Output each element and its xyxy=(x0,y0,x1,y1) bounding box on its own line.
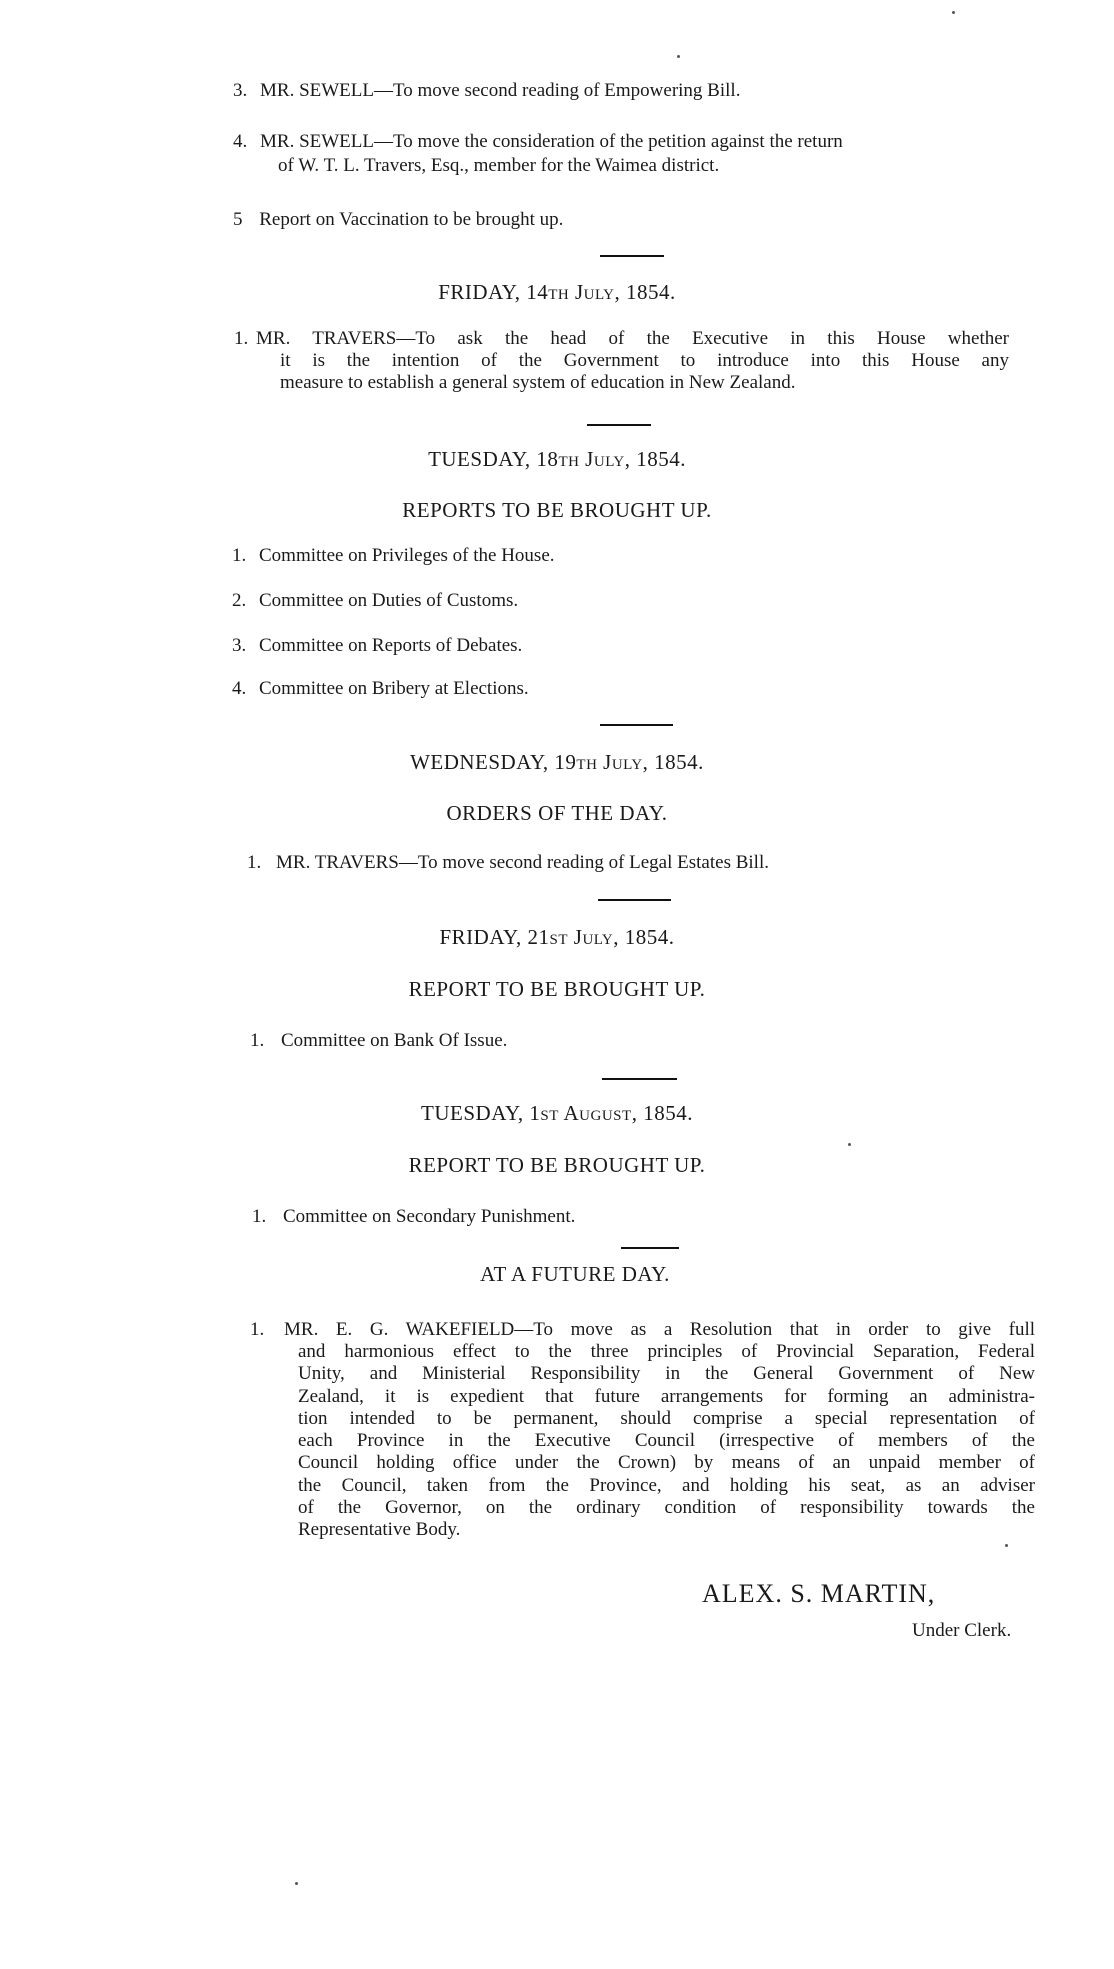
item-number: 1. xyxy=(232,545,247,566)
item-number: 1. xyxy=(247,852,262,873)
heading-wednesday-19: WEDNESDAY, 19th July, 1854. xyxy=(410,750,704,774)
heading-friday-14: FRIDAY, 14th July, 1854. xyxy=(438,280,676,304)
heading-future-day: AT A FUTURE DAY. xyxy=(480,1262,670,1286)
item-text: MR. TRAVERS—To move second reading of Legal Estates Bill. xyxy=(276,852,769,873)
tuesday-18-item-3 xyxy=(232,635,522,657)
item-text-continued: it is the intention of the Government to introduce into this House any measure to establish a general system of education in New Zealand. xyxy=(280,350,1009,394)
wednesday-19-item-1 xyxy=(247,852,769,874)
item-number: 1. xyxy=(250,1319,265,1340)
print-speck xyxy=(677,55,680,58)
item-3 xyxy=(233,80,740,102)
subheading-reports: REPORTS TO BE BROUGHT UP. xyxy=(402,498,712,522)
print-speck xyxy=(1005,1544,1008,1547)
tuesday-1-item-1 xyxy=(252,1206,575,1228)
item-number: 4. xyxy=(232,678,247,699)
print-speck xyxy=(952,11,955,14)
item-5 xyxy=(233,209,563,231)
item-number: 1. xyxy=(250,1030,265,1051)
item-number: 1. xyxy=(234,328,249,349)
signature-title: Under Clerk. xyxy=(912,1620,1012,1641)
item-text: Committee on Bribery at Elections. xyxy=(259,678,529,699)
item-text-line: MR. SEWELL—To move the consideration of the petition against the return xyxy=(260,131,843,152)
tuesday-18-item-4 xyxy=(232,678,529,700)
item-number: 1. xyxy=(252,1206,267,1227)
item-4-continuation xyxy=(278,155,719,177)
item-number: 2. xyxy=(232,590,247,611)
item-text-line: of W. T. L. Travers, Esq., member for the Waimea district. xyxy=(278,155,720,176)
subheading-report: REPORT TO BE BROUGHT UP. xyxy=(408,1153,706,1177)
tuesday-18-item-2 xyxy=(232,590,518,612)
item-text: Committee on Privileges of the House. xyxy=(259,545,555,566)
item-number: 5 xyxy=(233,209,243,230)
item-number: 4. xyxy=(233,131,248,152)
heading-tuesday-1: TUESDAY, 1st August, 1854. xyxy=(421,1101,693,1125)
signature-name: ALEX. S. MARTIN, xyxy=(702,1579,936,1608)
resolution-text: MR. E. G. WAKEFIELD—To move as a Resolution that in order to give full xyxy=(284,1319,1035,1340)
friday-21-item-1 xyxy=(250,1030,507,1052)
item-text: Committee on Duties of Customs. xyxy=(259,590,519,611)
section-divider xyxy=(621,1247,679,1249)
tuesday-18-item-1 xyxy=(232,545,555,567)
item-4 xyxy=(233,131,843,153)
heading-friday-21: FRIDAY, 21st July, 1854. xyxy=(439,925,675,949)
section-divider xyxy=(587,424,651,426)
section-divider xyxy=(598,899,671,901)
item-text: MR. TRAVERS—To ask the head of the Executive in this House whether xyxy=(256,328,1009,349)
subheading-report: REPORT TO BE BROUGHT UP. xyxy=(408,977,706,1001)
item-text: Report on Vaccination to be brought up. xyxy=(259,209,564,230)
heading-tuesday-18: TUESDAY, 18th July, 1854. xyxy=(428,447,686,471)
section-divider xyxy=(602,1078,677,1080)
item-number: 3. xyxy=(233,80,248,101)
item-text: Committee on Bank Of Issue. xyxy=(281,1030,508,1051)
resolution-text-continued: and harmonious effect to the three principles of Provincial Separation, Federal Unity, and Ministerial Responsibility in the General Government of New Zealand, it is expedient that future arrangements for forming an administra- tion intended to be permanent, should comprise a special representation of each Province in the Executive Council (irrespective of members of the Council holding office under the Crown) by means of an unpaid member of the Council, taken from the Province, and holding his seat, as an adviser of the Governor, on the ordinary condition of responsibility towards the Representative Body. xyxy=(298,1341,1035,1541)
item-number: 3. xyxy=(232,635,247,656)
item-text: Committee on Reports of Debates. xyxy=(259,635,523,656)
item-text: Committee on Secondary Punishment. xyxy=(283,1206,576,1227)
print-speck xyxy=(848,1143,851,1146)
print-speck xyxy=(295,1882,298,1885)
section-divider xyxy=(600,255,664,257)
item-text: MR. SEWELL—To move second reading of Empowering Bill. xyxy=(260,80,741,101)
section-divider xyxy=(600,724,673,726)
subheading-orders: ORDERS OF THE DAY. xyxy=(446,801,668,825)
